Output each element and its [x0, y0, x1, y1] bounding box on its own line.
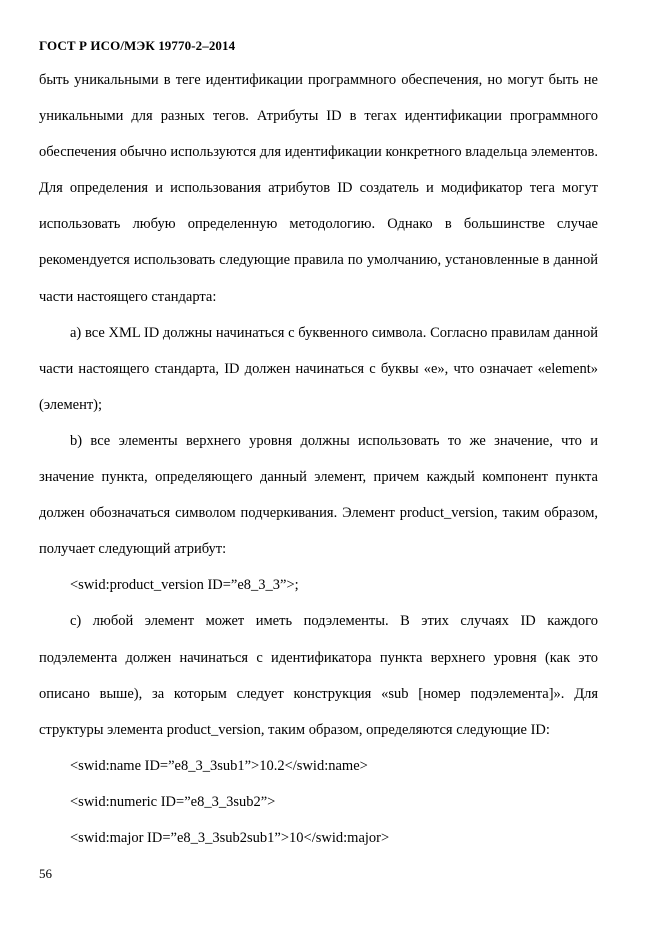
body-text	[39, 62, 598, 856]
page-number: 56	[39, 866, 52, 881]
paragraph-rule-b: b) все элементы верхнего уровня должны использовать то же значение, что и значение пункта, определяющего данный элемент, причем каждый компонент пункта должен обозначаться символом подчеркивания. Элемент product_version, таким образом, получает следующий атрибут:	[39, 432, 598, 558]
code-name-element: <swid:name ID=”e8_3_3sub1”>10.2</swid:name>	[70, 757, 368, 774]
standard-header: ГОСТ Р ИСО/МЭК 19770-2–2014	[39, 38, 236, 53]
code-numeric-element: <swid:numeric ID=”e8_3_3sub2”>	[70, 793, 276, 810]
code-major-element: <swid:major ID=”e8_3_3sub2sub1”>10</swid:major>	[70, 829, 390, 846]
paragraph-rule-c: с) любой элемент может иметь подэлементы. В этих случаях ID каждого подэлемента должен начинаться с идентификатора пункта верхнего уровня (как это описано выше), за которым следует конструкция «sub [номер подэлемента]». Для структуры элемента product_version, таким образом, определяются следующие ID:	[39, 613, 598, 738]
code-product-version: <swid:product_version ID=”e8_3_3”>;	[70, 577, 299, 594]
paragraph-intro: быть уникальными в теге идентификации программного обеспечения, но могут быть не уникальными для разных тегов. Атрибуты ID в тегах идентификации программного обеспечения обычно используются для идентификации конкретного владельца элементов. Для определения и использования атрибутов ID создатель и модификатор тега могут использовать любую определенную методологию. Однако в большинстве случае рекомендуется использовать следующие правила по умолчанию, установленные в данной части настоящего стандарта:	[39, 72, 598, 305]
paragraph-rule-a: а) все XML ID должны начинаться с буквенного символа. Согласно правилам данной части настоящего стандарта, ID должен начинаться с буквы «e», что означает «element» (элемент);	[39, 324, 598, 413]
